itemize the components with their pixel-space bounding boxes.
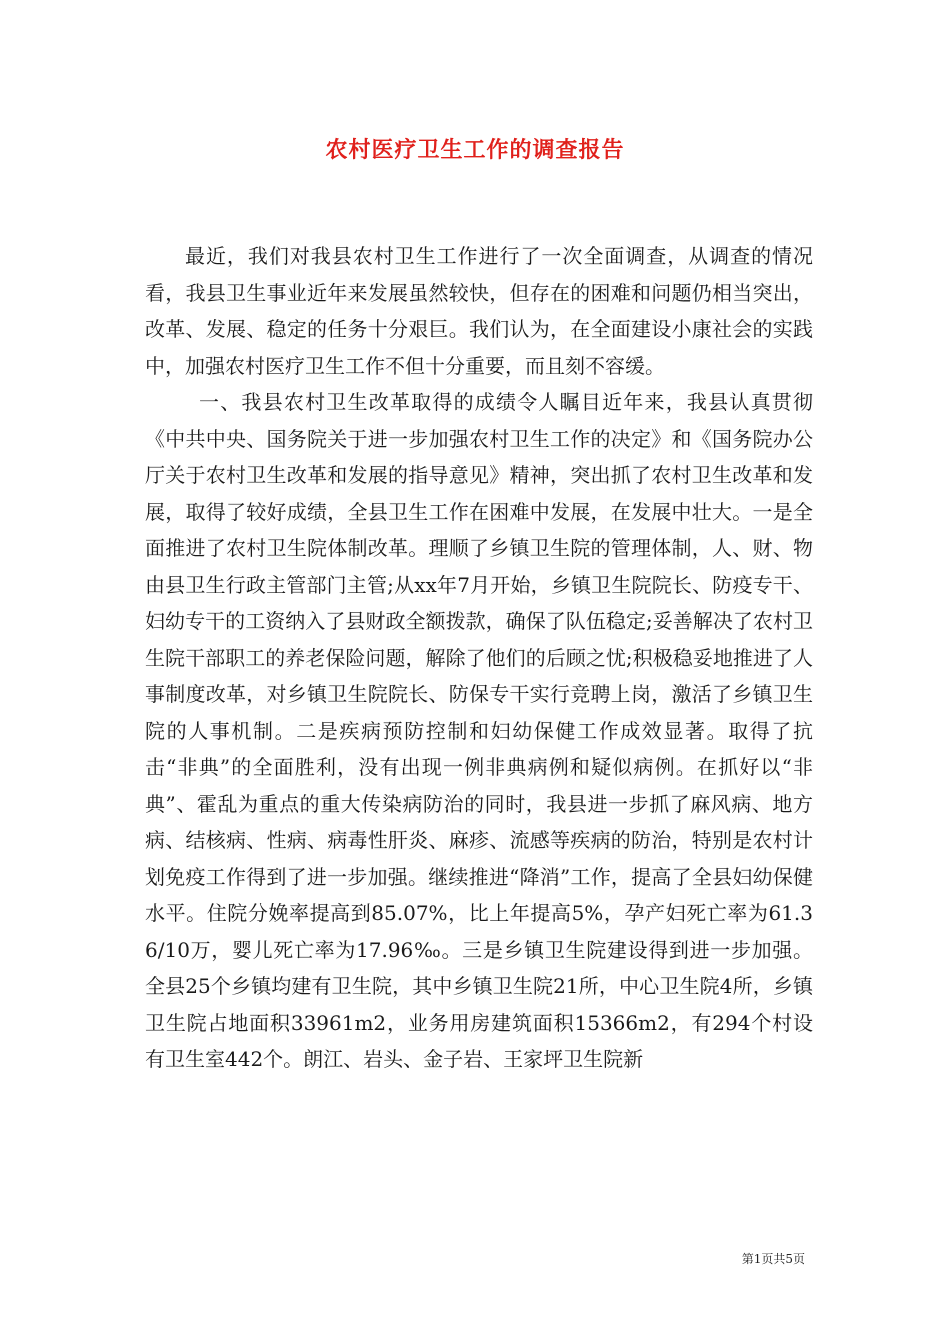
document-body: [145, 238, 813, 1078]
page-number: 第1页共5页: [741, 1252, 805, 1266]
paragraph-achievements: 一、我县农村卫生改革取得的成绩令人瞩目近年来，我县认真贯彻《中共中央、国务院关于进一步加强农村卫生工作的决定》和《国务院办公厅关于农村卫生改革和发展的指导意见》精神，突出抓了农村卫生改革和发展，取得了较好成绩，全县卫生工作在困难中发展，在发展中壮大。一是全面推进了农村卫生院体制改革。理顺了乡镇卫生院的管理体制，人、财、物由县卫生行政主管部门主管;从xx年7月开始，乡镇卫生院院长、防疫专干、妇幼专干的工资纳入了县财政全额拨款，确保了队伍稳定;妥善解决了农村卫生院干部职工的养老保险问题，解除了他们的后顾之忧;积极稳妥地推进了人事制度改革，对乡镇卫生院院长、防保专干实行竞聘上岗，激活了乡镇卫生院的人事机制。二是疾病预防控制和妇幼保健工作成效显著。取得了抗击“非典”的全面胜利，没有出现一例非典病例和疑似病例。在抓好以“非典”、霍乱为重点的重大传染病防治的同时，我县进一步抓了麻风病、地方病、结核病、性病、病毒性肝炎、麻疹、流感等疾病的防治，特别是农村计划免疫工作得到了进一步加强。继续推进“降消”工作，提高了全县妇幼保健水平。住院分娩率提高到85.07%，比上年提高5%，孕产妇死亡率为61.36/10万，婴儿死亡率为17.96‰。三是乡镇卫生院建设得到进一步加强。全县25个乡镇均建有卫生院，其中乡镇卫生院21所，中心卫生院4所，乡镇卫生院占地面积33961m2，业务用房建筑面积15366m2，有294个村设有卫生室442个。朗江、岩头、金子岩、王家坪卫生院新: [145, 390, 813, 1071]
paragraph-intro: 最近，我们对我县农村卫生工作进行了一次全面调查，从调查的情况看，我县卫生事业近年来发展虽然较快，但存在的困难和问题仍相当突出，改革、发展、稳定的任务十分艰巨。我们认为，在全面建设小康社会的实践中，加强农村医疗卫生工作不但十分重要，而且刻不容缓。: [145, 244, 813, 378]
document-title: 农村医疗卫生工作的调查报告: [325, 137, 625, 163]
